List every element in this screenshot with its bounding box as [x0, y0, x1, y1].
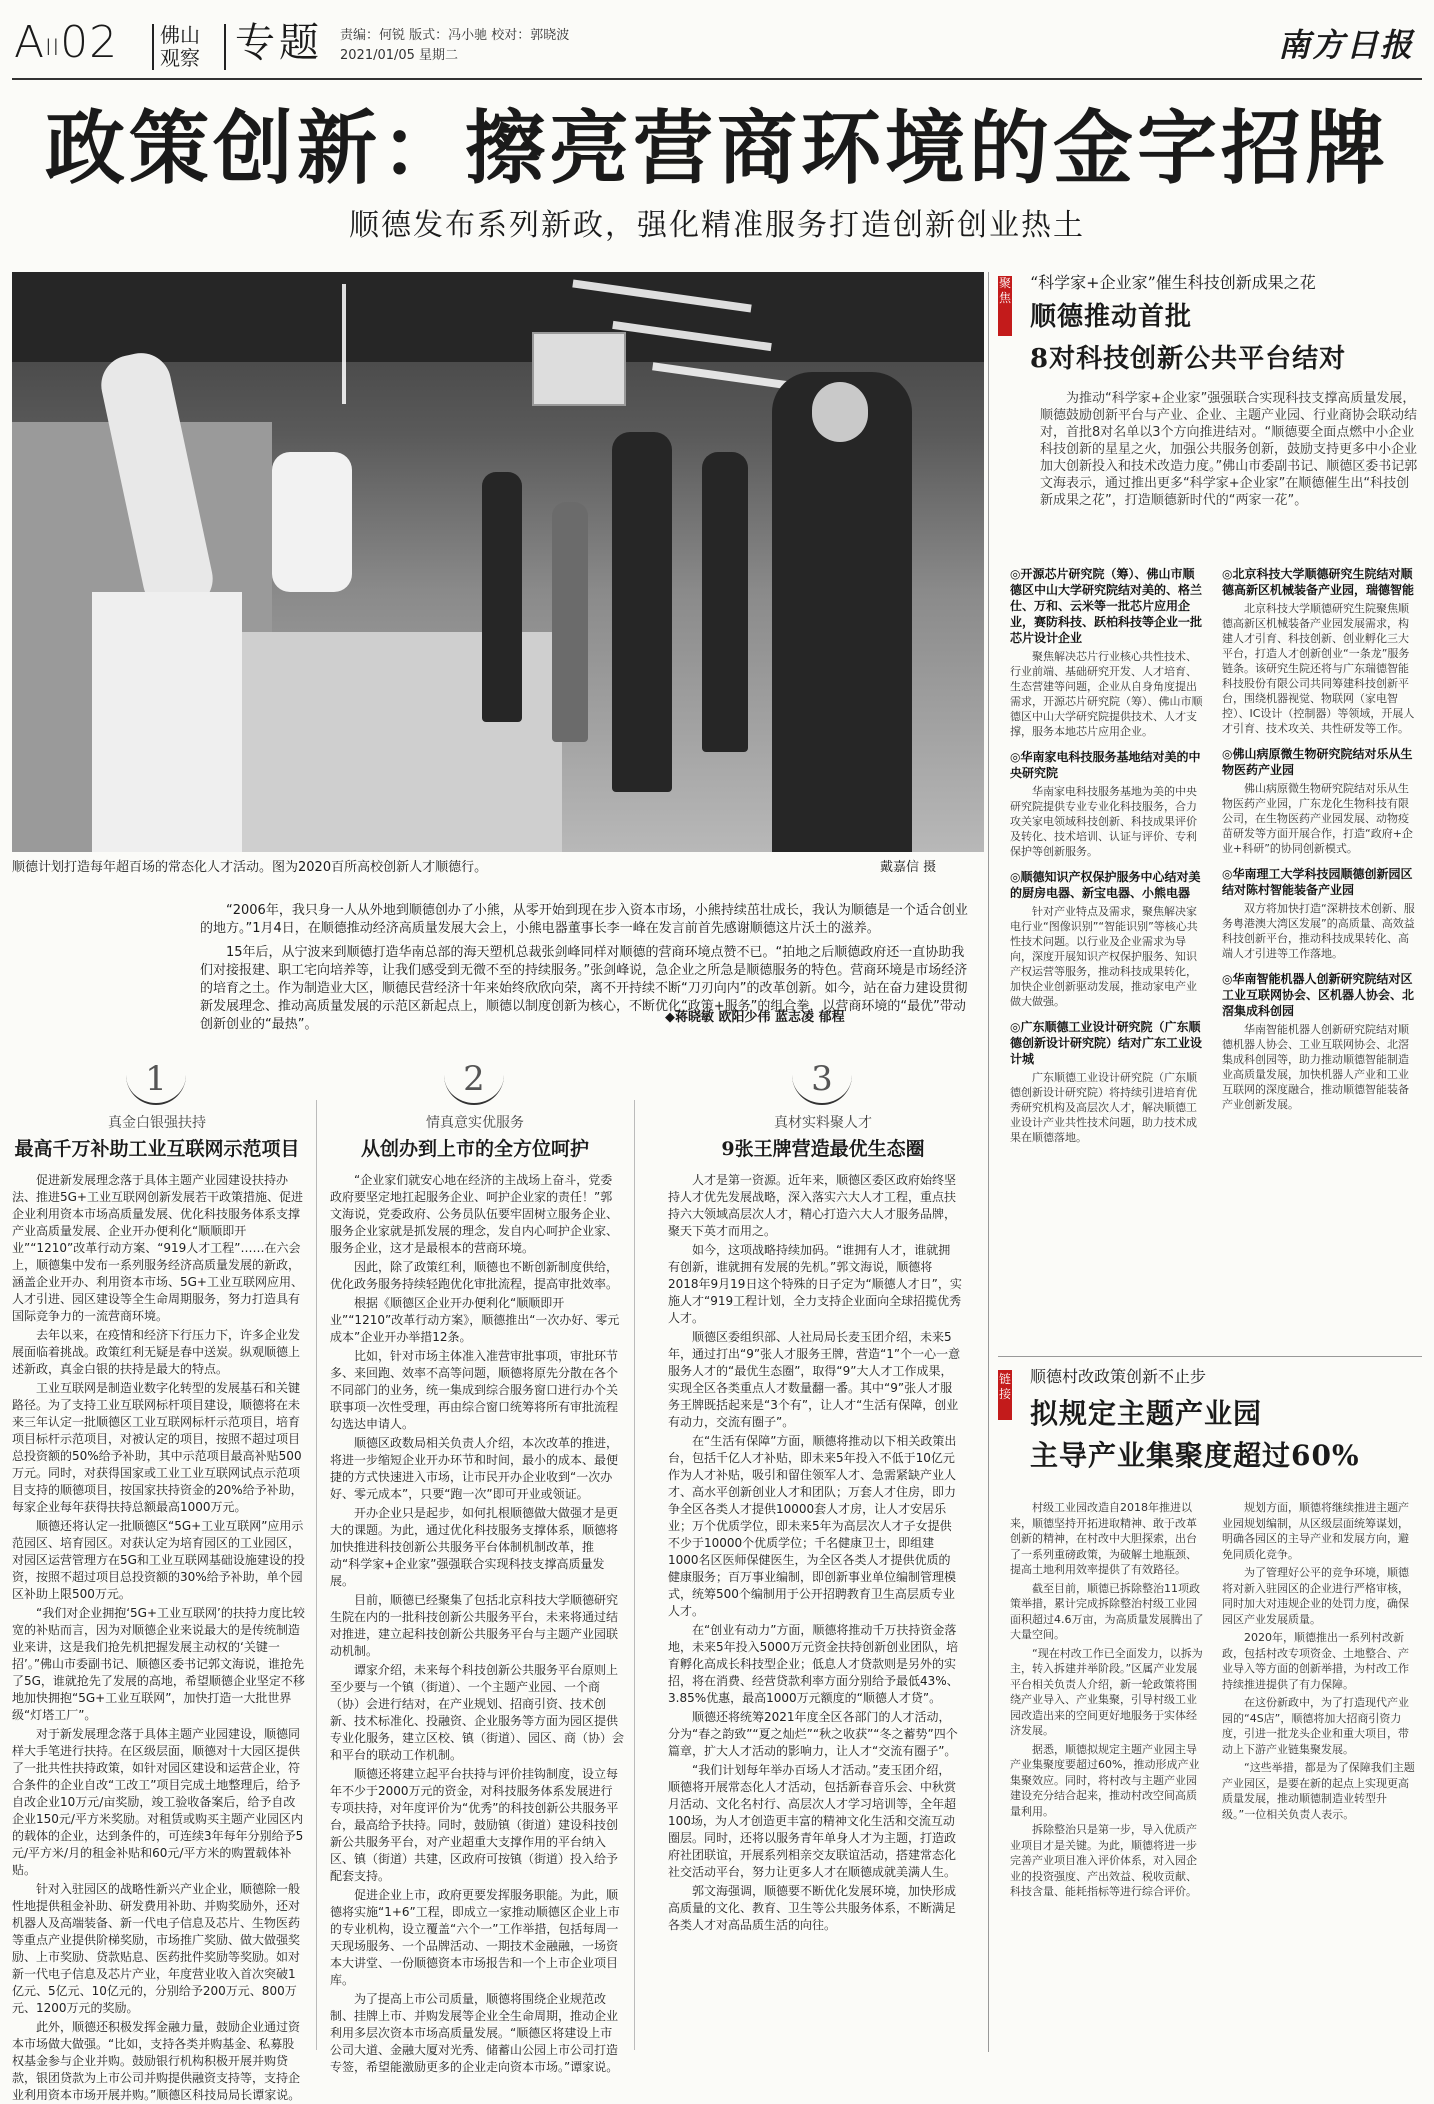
body-paragraph: 据悉，顺德拟规定主题产业园主导产业集聚度要超过60%，推动形成产业集聚效应。同时，将村改与主题产业园建设充分结合起来，推动村改空间高质量利用。: [1010, 1742, 1200, 1818]
pair-title: ◎华南理工大学科技园顺德创新园区结对陈村智能装备产业园: [1222, 867, 1413, 897]
body-paragraph: 谭家介绍，未来每个科技创新公共服务平台原则上至少要与一个镇（街道）、一个主题产业园、一个商（协）会进行结对，在产业规划、招商引资、技术创新、技术标准化、投融资、企业服务等方面为园区提供专业化服务，建立区校、镇（街道）、园区、商（协）会和平台的联动工作机制。: [330, 1663, 625, 1762]
body-paragraph: 顺德区政数局相关负责人介绍，本次改革的推进，将进一步缩短企业开办环节和时间，最小的成本、最便捷的方式快速进入市场，让市民开办企业收到“一次办好、零元成本”，只要“跑一次”即可开业或领证。: [330, 1436, 619, 1501]
body-paragraph: 此外，顺德还积极发挥金融力量，鼓励企业通过资本市场做大做强。“比如，支持各类并购基金、私募股权基金参与企业并购。鼓励银行机构积极开展并购贷款，银团贷款为上市公司并购提供融资支持等，支持企业利用资本市场开展并购。”顺德区科技局局长谭家说。: [12, 2020, 301, 2102]
header-divider: [224, 24, 226, 70]
body-paragraph: “现在村改工作已全面发力，以拆为主，转入拆建并举阶段。”区属产业发展平台相关负责人介绍，新一轮政策将围绕产业导入、产业集聚，引导村级工业园改造出来的空间更好地服务于实体经济发展。: [1010, 1646, 1203, 1737]
body-paragraph: 顺德还将建立起平台扶持与评价挂钩制度，设立每年不少于2000万元的资金，对科技服务体系发展进行专项扶持，对年度评价为“优秀”的科技创新公共服务平台，最高给予扶持。同时，鼓励镇（街道）建设科技创新公共服务平台，对产业超重大支撑作用的平台纳入区、镇（街道）共建，区政府可按镇（街道）投入给予配套支持。: [330, 1767, 619, 1883]
body-paragraph: 如今，这项战略持续加码。“谁拥有人才，谁就拥有创新，谁就拥有发展的先机。”郭文海说，顺德将2018年9月19日这个特殊的日子定为“顺德人才日”，实施人才“919工程计划，全力支持企业面向全球招揽优秀人才。: [668, 1243, 962, 1325]
publication-date: 2021/01/05 星期二: [340, 48, 459, 63]
section-body: [330, 1172, 625, 2074]
body-paragraph: 促进企业上市，政府更要发挥服务职能。为此，顺德将实施“1+6”工程，即成立一家推动顺德区企业上市的专业机构，设立覆盖“六个一”工作举措，包括每周一天现场服务、一个品牌活动、一期技术金融融，一场资本大讲堂、一份顺德资本市场报告和一个上市企业项目库。: [330, 1888, 620, 1987]
photo-robot-base: [92, 592, 242, 852]
section-title: 从创办到上市的全方位呵护: [360, 1138, 589, 1160]
body-paragraph: 在“生活有保障”方面，顺德将推动以下相关政策出台，包括千亿人才补贴，即未来5年投入不低于10亿元作为人才补贴，吸引和留住领军人才、急需紧缺产业人才、高水平创新创业人才和团队；万套人才住房，即力争全区各类人才提供10000套人才房，让人才安居乐业；万个优质学位，即未来5年为高层次人才子女提供不少于10000个优质学位；千名健康卫士，即组建1000名区医师保健医生，为全区各类人才提供优质的健康服务；百万事业编制，即创新事业单位编制管理模式，统筹500个编制用于公开招聘教育卫生高层质专业人才。: [668, 1434, 957, 1618]
body-paragraph: 郭文海强调，顺德要不断优化发展环境，加快形成高质量的文化、教育、卫生等公共服务体系，不断满足各类人才对高品质生活的向往。: [668, 1884, 957, 1932]
body-paragraph: 顺德还将统筹2021年度全区各部门的人才活动，分为“春之韵致”“夏之灿烂”“秋之收获”“冬之蓄势”四个篇章，扩大人才活动的影响力，让人才“交流有圈子”。: [668, 1710, 958, 1758]
photo-robot-small: [272, 452, 352, 592]
focus-title: 顺德推动首批: [1030, 302, 1193, 332]
focus-title: 8对科技创新公共平台结对: [1030, 344, 1347, 374]
body-paragraph: 比如，针对市场主体准入准营审批事项，审批环节多、来回跑、效率不高等问题，顺德将原先分散在各个不同部门的业务，统一集成到综合服务窗口进行办个关联事项一次性受理，再由综合窗口统筹将所有审批流程勾选达申请人。: [330, 1349, 619, 1431]
pair-title: ◎佛山病原微生物研究院结对乐从生物医药产业园: [1222, 747, 1413, 777]
pair-title: ◎广东顺德工业设计研究院（广东顺德创新设计研究院）结对广东工业设计城: [1010, 1020, 1203, 1066]
rail-divider: [988, 272, 989, 2052]
column-divider: [634, 1100, 635, 2050]
focus-column-right: [1222, 566, 1418, 1356]
section-subtitle: 佛山观察: [160, 23, 200, 70]
body-paragraph: 目前，顺德已经聚集了包括北京科技大学顺德研究生院在内的一批科技创新公共服务平台，未来将通过结对推进，建立起科技创新公共服务平台与主题产业园联动机制。: [330, 1593, 619, 1658]
body-paragraph: 村级工业园改造自2018年推进以来，顺德坚持开拓进取精神、敢于改革创新的精神，在村改中大胆探索，出台了一系列重磅政策，为破解土地瓶颈、提高土地利用效率提供了有效路径。: [1010, 1501, 1197, 1576]
body-paragraph: “我们计划每年举办百场人才活动。”麦玉团介绍，顺德将开展常态化人才活动，包括新春音乐会、中秋赏月活动、文化名村行、高层次人才学习培训等，全年超100场，为人才创造更丰富的精神文化生活和交流互动圈层。同时，还将以服务青年单身人才为主题，打造政府社团联谊，开展系列相亲交友联谊活动，搭建常态化社交活动平台，努力让更多人才在顺德成就美满人生。: [668, 1763, 957, 1879]
header-rule: [12, 78, 1422, 80]
body-paragraph: 为了管理好公平的竞争环境，顺德将对新入驻园区的企业进行严格审核，同时加大对违规企业的处罚力度，确保园区产业发展质量。: [1222, 1566, 1409, 1626]
section-title: 9张王牌营造最优生态圈: [721, 1138, 925, 1160]
pair-body: 针对产业特点及需求，聚焦解决家电行业“图像识别”“智能识别”等核心共性技术问题。以行业及企业需求为导向，深度开展知识产权保护服务、知识产权运营等服务，推动科技成果转化，加快企业创新驱动发展，推动家电产业做大做强。: [1010, 905, 1198, 1008]
photo-ac-unit: [532, 332, 626, 406]
bylines: ◆蒋晓敏 欧阳少伟 蓝志凌 郁程: [665, 1010, 845, 1025]
link-kicker: 顺德村改政策创新不止步: [1030, 1367, 1207, 1386]
link-title: 拟规定主题产业园: [1030, 1397, 1263, 1430]
photo-ceiling: [12, 272, 984, 362]
body-paragraph: 促进新发展理念落于具体主题产业园建设扶持办法、推进5G+工业互联网创新发展若干政策措施、促进企业利用资本市场高质量发展、优化科技服务体系支撑产业高质量发展、企业开办便利化“顺顺即开业”“1210”改革行动方案、“919人才工程”……在六会上，顺德集中发布一系列服务经济高质量发展的新政，涵盖企业开办、利用资本市场、5G+工业互联网应用、人才引进、园区建设等全生命周期服务，努力打造具有国际竞争力的一流营商环境。: [12, 1173, 303, 1323]
body-paragraph: “这些举措，都是为了保障我们主题产业园区，是要在新的起点上实现更高质量发展，推动顺德制造业转型升级。”一位相关负责人表示。: [1222, 1761, 1415, 1821]
photo-credit: 戴嘉信 摄: [880, 860, 937, 875]
photo-visitor-foreground: [772, 372, 912, 852]
section-kicker: 真金白银强扶持: [108, 1115, 206, 1131]
photo-light: [342, 284, 346, 404]
body-paragraph: 在这份新政中，为了打造现代产业园的“4S店”，顺德将加大招商引资力度，引进一批龙头企业和重大项目，带动上下游产业链集聚发展。: [1222, 1696, 1409, 1756]
body-paragraph: 顺德区委组织部、人社局局长麦玉团介绍，未来5年，通过打出“9”张人才服务王牌，营造“1”个一心一意服务人才的“最优生态圈”，取得“9”大人才工作成果，实现全区各类重点人才数量翻一番。其中“9”张人才服务王牌既括起来是“3个有”，让人才“生活有保障，创业有动力，交流有圈子”。: [668, 1330, 961, 1429]
intro-paragraph: 15年后，从宁波来到顺德打造华南总部的海天塑机总裁张剑峰同样对顺德的营商环境点赞不已。“拍地之后顺德政府还一直协助我们对接报建、职工宅向培养等，让我们感受到无微不至的持续服务。”张剑峰说，急企业之所急是顺德服务的特色。营商环境是市场经济的培育之土。作为制造业大区，顺德民营经济十年来始终欣欣向荣，离不开持续不断“刀刃向内”的改革创新。如今，站在奋力建设贯彻新发展理念、推动高质量发展的示范区新起点上，顺德以制度创新为核心，不断优化“政策+服务”的组合拳，以营商环境的“最优”带动创新创业的“最热”。: [200, 945, 968, 1032]
pair-title: ◎华南智能机器人创新研究院结对区工业互联网协会、区机器人协会、北滘集成科创园: [1222, 972, 1415, 1018]
page-subheadline: 顺德发布系列新政，强化精准服务打造创新创业热土: [349, 208, 1085, 243]
body-paragraph: 开办企业只是起步，如何扎根顺德做大做强才是更大的课题。为此，通过优化科技服务支撑体系，顺德将加快推进科技创新公共服务平台体制机制改革，推动“科学家+企业家”强强联合实现科技支撑高质量发展。: [330, 1506, 619, 1588]
pair-title: ◎顺德知识产权保护服务中心结对美的厨房电器、新宝电器、小熊电器: [1010, 870, 1201, 900]
pair-title: ◎华南家电科技服务基地结对美的中央研究院: [1010, 750, 1201, 780]
pair-body: 广东顺德工业设计研究院（广东顺德创新设计研究院）将持续引进培育优秀研究机构及高层次人才，解决顺德工业设计产业共性技术问题，助力技术成果在顺德落地。: [1010, 1071, 1197, 1144]
body-paragraph: “我们对企业拥抱‘5G+工业互联网’的扶持力度比较宽的补贴而言，因为对顺德企业来说最大的是传统制造业来讲，这是我们抢先机把握发展主动权的‘关键一招’。”佛山市委副书记、顺德区委书记郭文海说，谁抢先了5G，谁就抢先了发展的高地，希望顺德企业坚定不移地加快拥抱“5G+工业互联网”，加快打造一大批世界级“灯塔工厂”。: [12, 1606, 305, 1722]
section-kicker: 真材实料聚人才: [774, 1115, 872, 1131]
focus-label: 聚焦: [998, 276, 1011, 305]
body-paragraph: 因此，除了政策红利，顺德也不断创新制度供给，优化政务服务持续轻跑优化审批流程，提高审批效率。: [330, 1260, 619, 1291]
body-paragraph: 为了提高上市公司质量，顺德将围绕企业规范改制、挂牌上市、并购发展等企业全生命周期，推动企业利用多层次资本市场高质量发展。“顺德区将建设上市公司大道、金融大厦对光秀、储蓄山公园上市公司打造专签，希望能激励更多的企业走向资本市场。”谭家说。: [330, 1992, 619, 2074]
body-paragraph: 在“创业有动力”方面，顺德将推动千万扶持资金落地，未来5年投入5000万元资金扶持创新创业团队，培育孵化高成长科技型企业；低息人才贷款则是另外的实招，将在消费、经营贷款利率方面分别给予最低43%、3.85%优惠，最高1000万元额度的“顺德人才贷”。: [668, 1623, 959, 1705]
pair-title: ◎开源芯片研究院（筹）、佛山市顺德区中山大学研究院结对美的、格兰仕、万和、云米等一批芯片应用企业，赛防科技、跃柏科技等企业一批芯片设计企业: [1010, 567, 1203, 645]
rail-rule: [998, 1356, 1422, 1357]
section-number: 1: [126, 1055, 186, 1105]
photo-visitor-face: [812, 382, 868, 442]
intro-paragraph: “2006年，我只身一人从外地到顺德创办了小熊，从零开始到现在步入资本市场，小熊持续茁壮成长，我认为顺德是一个适合创业的地方。”1月4日，在顺德推动经济高质量发展大会上，小熊电器董事长李一峰在发言前首先感谢顺德这片沃土的滋养。: [200, 903, 968, 936]
pair-body: 双方将加快打造“深耕技术创新、服务粤港澳大湾区发展”的高质量、高效益科技创新平台，推动科技成果转化、高端人才引进等工作落地。: [1222, 902, 1415, 960]
focus-kicker: “科学家+企业家”催生科技创新成果之花: [1030, 273, 1316, 292]
newspaper-masthead-logo: 南方日报: [1277, 26, 1414, 64]
body-paragraph: 拆除整治只是第一步，导入优质产业项目才是关键。为此，顺德将进一步完善产业项目准入评价体系，对入园企业的投资强度、产出效益、税收贡献、科技含量、能耗指标等进行综合评价。: [1010, 1823, 1197, 1898]
pair-body: 华南智能机器人创新研究院结对顺德机器人协会、工业互联网协会、北滘集成科创园等，助力推动顺德智能制造业高质量发展，加快机器人产业和工业互联网的深度融合，推动顺德智能装备产业创新发展。: [1222, 1023, 1409, 1111]
photo-visitor: [612, 432, 672, 792]
pair-body: 佛山病原微生物研究院结对乐从生物医药产业园，广东龙化生物科技有限公司，在生物医药产业园发展、动物疫苗研发等方面开展合作，打造“政府+企业+科研”的协同创新模式。: [1222, 782, 1413, 855]
page-number: AII02: [14, 17, 119, 68]
body-paragraph: 针对入驻园区的战略性新兴产业企业，顺德除一般性地提供租金补助、研发费用补助、并购奖励外，还对机器人及高端装备、新一代电子信息及芯片、生物医药等重点产业提供阶梯奖励，市场推广奖励、做大做强奖励、上市奖励、贷款贴息、医药批件奖励等奖励。如对新一代电子信息及芯片产业，年度营业收入首次突破1亿元、5亿元、10亿元的，分别给予200万元、800万元、1200万元的奖励。: [12, 1882, 301, 2015]
body-paragraph: 截至目前，顺德已拆除整治11项政策举措，累计完成拆除整治村级工业园面积超过4.6万亩，为高质量发展腾出了大量空间。: [1010, 1581, 1204, 1641]
pair-body: 华南家电科技服务基地为美的中央研究院提供专业专业化科技服务，合力攻关家电领域科技创新、科技成果评价及转化、技术培训、认证与评价、专利保护等创新服务。: [1010, 785, 1197, 858]
section-body: [12, 1172, 306, 2102]
editor-credits: 责编：何锐 版式：冯小驰 校对：郭晓波: [340, 28, 570, 43]
section-number: 2: [444, 1055, 504, 1105]
body-paragraph: “企业家们就安心地在经济的主战场上奋斗，党委政府要坚定地扛起服务企业、呵护企业家的责任！”郭文海说，党委政府、公务员队伍要牢固树立服务企业、服务企业家就是抓发展的理念，发自内心呵护企业家、服务企业，这才是最根本的营商环境。: [330, 1173, 619, 1255]
focus-column-left: [1010, 566, 1206, 1356]
section-kicker: 情真意实优服务: [426, 1115, 524, 1131]
pair-title: ◎北京科技大学顺德研究生院结对顺德高新区机械装备产业园，瑞德智能: [1222, 567, 1415, 597]
link-label: 链接: [998, 1372, 1011, 1401]
body-paragraph: 2020年，顺德推出一系列村改新政，包括村改专项资金、土地整合、产业导入等方面的创新举措，为村改工作持续推进提供了有力保障。: [1222, 1631, 1409, 1691]
link-column-right: [1222, 1500, 1418, 2052]
section-number: 3: [792, 1055, 852, 1105]
section-name: 专题: [235, 20, 323, 66]
body-paragraph: 顺德还将认定一批顺德区“5G+工业互联网”应用示范园区、培育园区。对获认定为培育园区的工业园区，对园区运营管理方在5G和工业互联网基础设施建设的投资，按照不超过项目总投资额的30%给予补助，单个园区补助上限500万元。: [12, 1519, 305, 1601]
pair-body: 北京科技大学顺德研究生院聚焦顺德高新区机械装备产业园发展需求，构建人才引育、科技创新、创业孵化三大平台，打造人才创新创业“一条龙”服务链条。该研究生院还将与广东瑞德智能科技股份有限公司共同筹建科技创新平台，围绕机器视觉、物联网（家电智控）、IC设计（控制器）等领域，开展人才引育、技术攻关、共性研发等工作。: [1222, 602, 1415, 735]
section-body: [668, 1172, 962, 2052]
link-column-left: [1010, 1500, 1206, 2052]
pair-body: 聚焦解决芯片行业核心共性技术、行业前端、基础研究开发、人才培育、生态营建等问题，企业从自身角度提出需求，开源芯片研究院（筹）、佛山市顺德区中山大学研究院提供技术、人才支撑，服务本地芯片应用企业。: [1010, 650, 1203, 738]
body-paragraph: 对于新发展理念落于具体主题产业园建设，顺德同样大手笔进行扶持。在区级层面，顺德对十大园区提供了一批共性扶持政策，如针对园区建设和运营企业，符合条件的企业自改“工改工”项目完成土地整理后，给予自改企业10万元/亩奖励，竣工验收备案后，给予自改企业150元/平方米奖励。对租赁或购买主题产业园区内的载体的企业，达到条件的，可连续3年每年分别给予5元/平方米/月的租金补贴和60元/平方米的购置载体补贴。: [12, 1727, 304, 1877]
photo-light: [652, 362, 792, 389]
photo-caption: 顺德计划打造每年超百场的常态化人才活动。图为2020百所高校创新人才顺德行。: [12, 860, 488, 875]
body-paragraph: 人才是第一资源。近年来，顺德区委区政府始终坚持人才优先发展战略，深入落实六大人才工程，重点扶持六大领域高层次人才，精心打造六大人才服务品牌，聚天下英才而用之。: [668, 1173, 957, 1238]
focus-lead: 为推动“科学家+企业家”强强联合实现科技支撑高质量发展，顺德鼓励创新平台与产业、企业、主题产业园、行业商协会联动结对，首批8对名单以3个方向推进结对。“顺德要全面点燃中小企业科技创新的星星之火，加强公共服务创新，鼓励支持更多中小企业加大创新投入和技术改造力度。”佛山市委副书记、顺德区委书记郭文海表示，通过推出更多“科学家+企业家”在顺德催生出“科技创新成果之花”，打造顺德新时代的“两家一花”。: [1040, 391, 1418, 508]
section-title: 最高千万补助工业互联网示范项目: [14, 1138, 300, 1160]
link-title: 主导产业集聚度超过60%: [1030, 1439, 1360, 1472]
body-paragraph: 去年以来，在疫情和经济下行压力下，许多企业发展面临着挑战。政策红利无疑是春中送炭。纵观顺德上述新政，真金白银的扶持是最大的特点。: [12, 1328, 301, 1376]
page-headline: 政策创新：擦亮营商环境的金字招牌: [45, 101, 1389, 195]
body-paragraph: 根据《顺德区企业开办便利化“顺顺即开业”“1210”改革行动方案》，顺德推出“一次办好、零元成本”企业开办举措12条。: [330, 1296, 620, 1344]
column-divider: [316, 1100, 317, 2050]
photo-visitor: [482, 472, 522, 722]
photo-visitor: [702, 452, 748, 752]
header-divider: [152, 24, 154, 70]
photo-visitor: [552, 502, 588, 742]
body-paragraph: 工业互联网是制造业数字化转型的发展基石和关键路径。为了支持工业互联网标杆项目建设，顺德将在未来三年认定一批顺德区工业互联网标杆示范项目，培育项目标杆示范项目，对被认定的项目，按照不超过项目总投资额的50%给予补助，其中示范项目最高补贴500万元。同时，对获得国家或工业工业互联网试点示范项目支持的顺德项目，按国家扶持资金的20%给予补助，每家企业每年获得扶持总额最高1000万元。: [12, 1381, 303, 1514]
body-paragraph: 规划方面，顺德将继续推进主题产业园规划编制，从区级层面统筹谋划，明确各园区的主导产业和发展方向，避免同质化竞争。: [1222, 1501, 1409, 1561]
news-photo: [12, 272, 984, 852]
